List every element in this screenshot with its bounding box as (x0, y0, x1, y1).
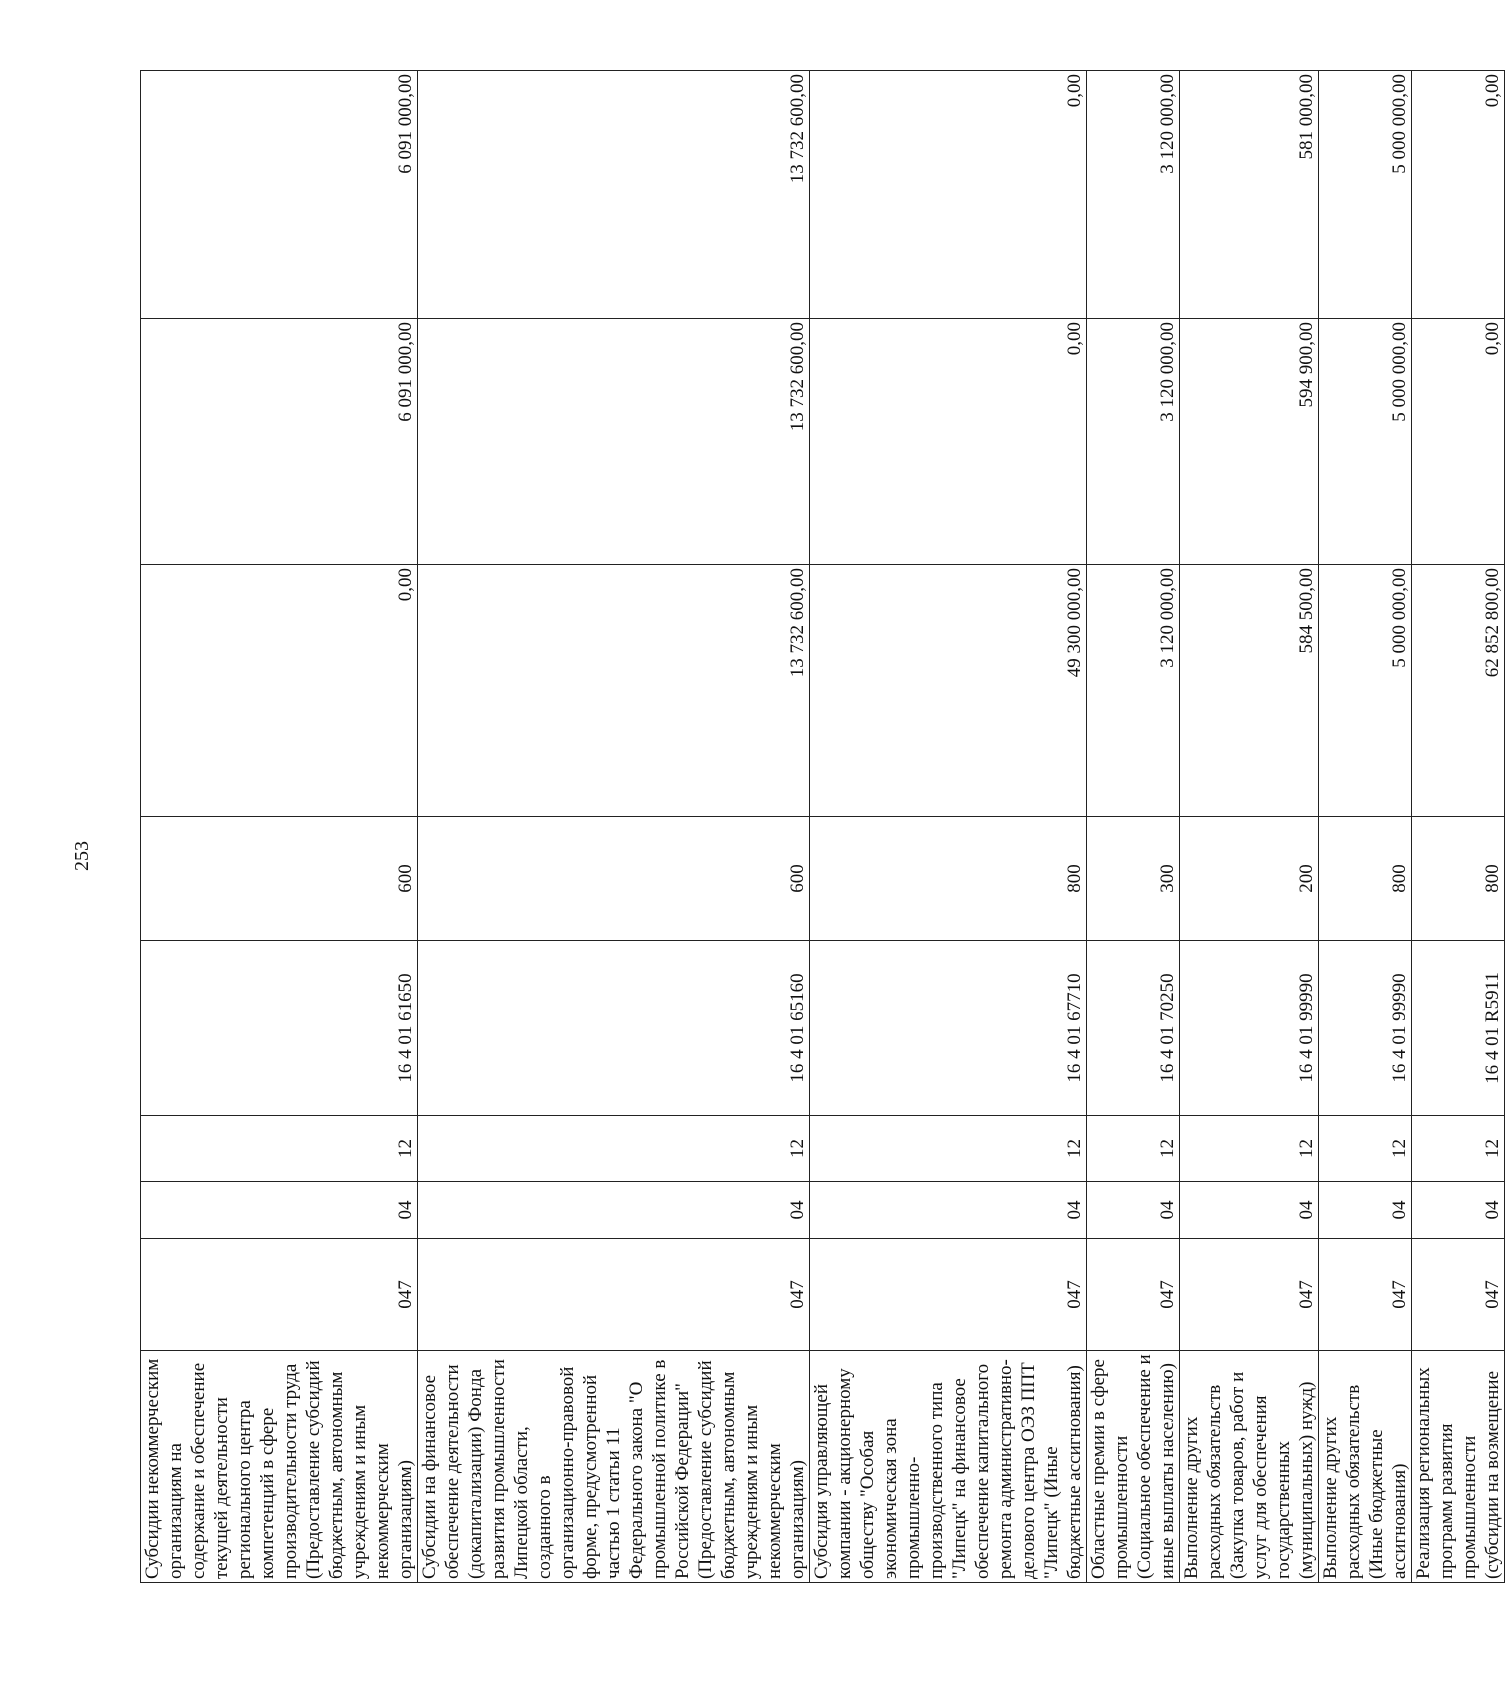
section-code: 04 (418, 1182, 810, 1239)
row-name: Субсидии некоммерческим организациям на содержание и обеспечение текущей деятельности регионального центра компетенций в сфере производительности труда (Предоставление субсидий бюджетным, автономным учреждениям и иным некоммерческим организациям) (141, 1351, 418, 1583)
section-code: 04 (1319, 1182, 1412, 1239)
ministry-code: 047 (810, 1239, 1087, 1351)
subsection-code: 12 (1319, 1116, 1412, 1182)
amount-year-1: 13 732 600,00 (418, 565, 810, 817)
target-article: 16 4 01 99990 (1319, 941, 1412, 1116)
row-name: Субсидия управляющей компании - акционерному обществу "Особая экономическая зона промышленно-производственного типа "Липецк" на финансовое обеспечение капитального ремонта административно-делового центра ОЭЗ ППТ "Липецк" (Иные бюджетные ассигнования) (810, 1351, 1087, 1583)
amount-year-1: 62 852 800,00 (1412, 565, 1505, 817)
section-code: 04 (141, 1182, 418, 1239)
table-row (1087, 71, 1180, 1583)
subsection-code: 12 (141, 1116, 418, 1182)
amount-year-3: 6 091 000,00 (141, 71, 418, 319)
amount-year-1: 3 120 000,00 (1087, 565, 1180, 817)
target-article: 16 4 01 70250 (1087, 941, 1180, 1116)
rotated-table-wrapper (140, 71, 1503, 1583)
amount-year-2: 6 091 000,00 (141, 319, 418, 565)
expense-type: 300 (1087, 817, 1180, 941)
ministry-code: 047 (1087, 1239, 1180, 1351)
section-code: 04 (1412, 1182, 1505, 1239)
expense-type: 800 (1319, 817, 1412, 941)
target-article: 16 4 01 65160 (418, 941, 810, 1116)
ministry-code: 047 (1180, 1239, 1319, 1351)
table-row (1412, 71, 1505, 1583)
expense-type: 600 (141, 817, 418, 941)
row-name: Выполнение других расходных обязательств (Иные бюджетные ассигнования) (1319, 1351, 1412, 1583)
amount-year-2: 0,00 (1412, 319, 1505, 565)
amount-year-3: 5 000 000,00 (1319, 71, 1412, 319)
target-article: 16 4 01 R5911 (1412, 941, 1505, 1116)
amount-year-1: 584 500,00 (1180, 565, 1319, 817)
table-row (810, 71, 1087, 1583)
subsection-code: 12 (1180, 1116, 1319, 1182)
target-article: 16 4 01 99990 (1180, 941, 1319, 1116)
expense-type: 600 (418, 817, 810, 941)
amount-year-2: 594 900,00 (1180, 319, 1319, 565)
ministry-code: 047 (141, 1239, 418, 1351)
section-code: 04 (810, 1182, 1087, 1239)
subsection-code: 12 (418, 1116, 810, 1182)
amount-year-1: 49 300 000,00 (810, 565, 1087, 817)
amount-year-2: 13 732 600,00 (418, 319, 810, 565)
row-name: Областные премии в сфере промышленности (Социальное обеспечение и иные выплаты населению) (1087, 1351, 1180, 1583)
table-row (1180, 71, 1319, 1583)
expense-type: 800 (1412, 817, 1505, 941)
budget-table (140, 70, 1505, 1583)
section-code: 04 (1180, 1182, 1319, 1239)
section-code: 04 (1087, 1182, 1180, 1239)
amount-year-3: 581 000,00 (1180, 71, 1319, 319)
amount-year-1: 5 000 000,00 (1319, 565, 1412, 817)
table-row (418, 71, 810, 1583)
expense-type: 200 (1180, 817, 1319, 941)
amount-year-2: 0,00 (810, 319, 1087, 565)
expense-type: 800 (810, 817, 1087, 941)
amount-year-3: 0,00 (1412, 71, 1505, 319)
amount-year-2: 3 120 000,00 (1087, 319, 1180, 565)
amount-year-1: 0,00 (141, 565, 418, 817)
amount-year-3: 3 120 000,00 (1087, 71, 1180, 319)
subsection-code: 12 (810, 1116, 1087, 1182)
row-name: Субсидии на финансовое обеспечение деятельности (докапитализации) Фонда развития промышленности Липецкой области, созданного в организационно-правовой форме, предусмотренной частью 1 статьи 11 Федерального закона "О промышленной политике в Российской Федерации" (Предоставление субсидий бюджетным, автономным учреждениям и иным некоммерческим организациям) (418, 1351, 810, 1583)
table-row (1319, 71, 1412, 1583)
row-name: Выполнение других расходных обязательств (Закупка товаров, работ и услуг для обеспечения государственных (муниципальных) нужд) (1180, 1351, 1319, 1583)
amount-year-2: 5 000 000,00 (1319, 319, 1412, 565)
amount-year-3: 13 732 600,00 (418, 71, 810, 319)
row-name: Реализация региональных программ развития промышленности (субсидии на возмещение (1412, 1351, 1505, 1583)
ministry-code: 047 (1412, 1239, 1505, 1351)
target-article: 16 4 01 67710 (810, 941, 1087, 1116)
table-row (141, 71, 418, 1583)
subsection-code: 12 (1412, 1116, 1505, 1182)
ministry-code: 047 (1319, 1239, 1412, 1351)
page-number: 253 (71, 841, 93, 871)
subsection-code: 12 (1087, 1116, 1180, 1182)
target-article: 16 4 01 61650 (141, 941, 418, 1116)
ministry-code: 047 (418, 1239, 810, 1351)
amount-year-3: 0,00 (810, 71, 1087, 319)
